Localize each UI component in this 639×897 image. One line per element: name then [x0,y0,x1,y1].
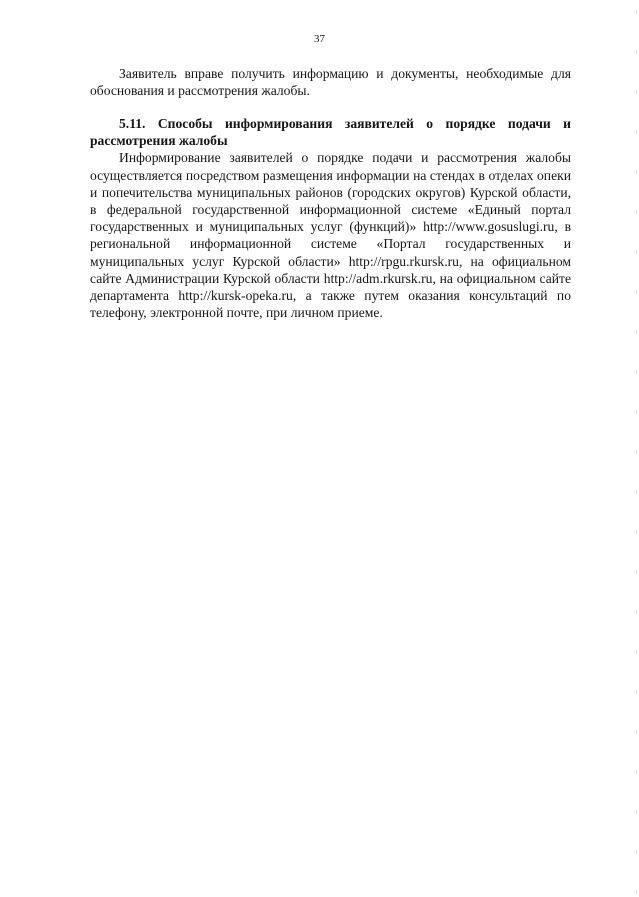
section-5-11 [90,115,571,321]
scan-edge-artifact [636,0,637,897]
intro-paragraph: Заявитель вправе получить информацию и документы, необходимые для обоснования и рассмотрения жалобы. [90,66,571,99]
section-body-paragraph: Информирование заявителей о порядке подачи и рассмотрения жалобы осуществляется посредством размещения информации на стендах в отделах опеки и попечительства муниципальных районов (городских округов) Курской области, в федеральной государственной информационной системе «Единый портал государственных и муниципальных услуг (функций)» http://www.gosuslugi.ru, в региональной информационной системе «Портал государственных и муниципальных услуг Курской области» http://rpgu.rkursk.ru, на официальном сайте Администрации Курской области http://adm.rkursk.ru, на официальном сайте департамента http://kursk-opeka.ru, а также путем оказания консультаций по телефону, электронной почте, при личном приеме. [90,150,571,321]
intro-block [90,65,571,99]
page-number: 37 [314,33,325,45]
section-heading: 5.11. Способы информирования заявителей о порядке подачи и рассмотрения жалобы [90,116,571,149]
